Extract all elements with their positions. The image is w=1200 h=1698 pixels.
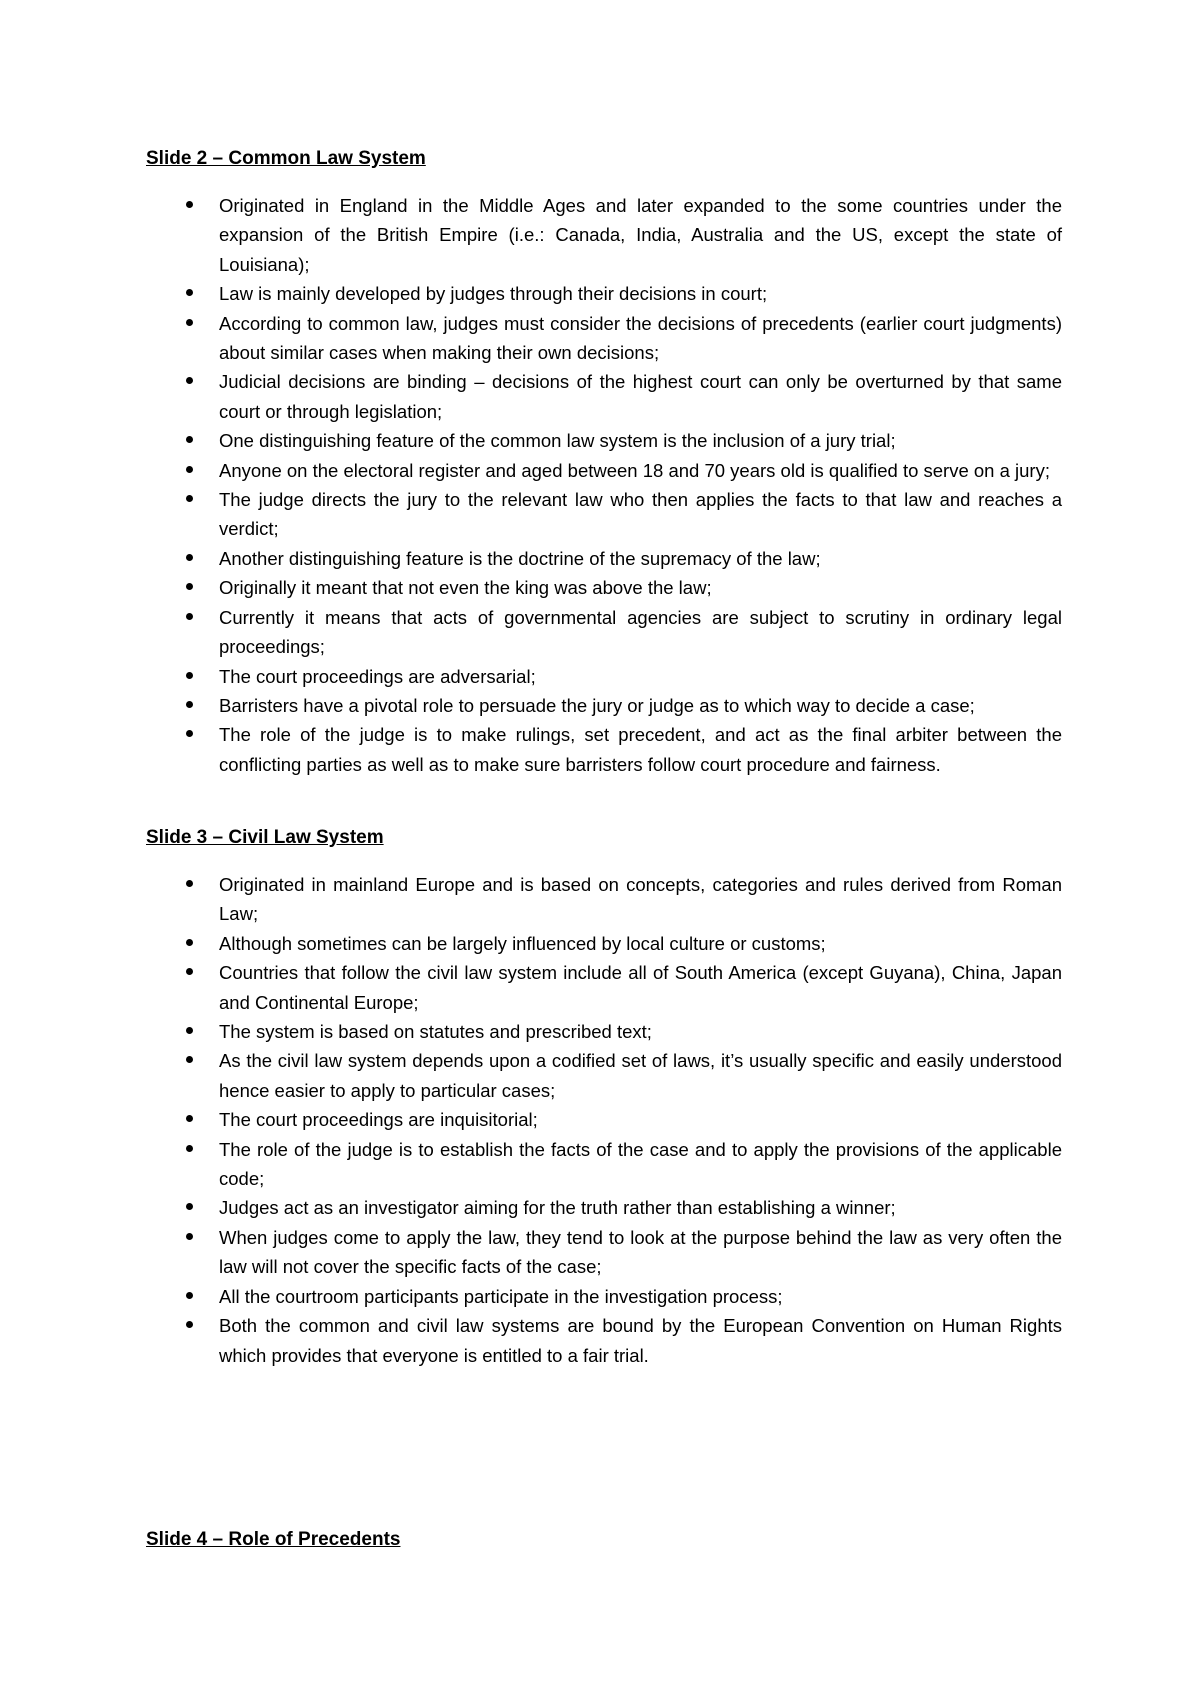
list-item-text: Another distinguishing feature is the doctrine of the supremacy of the law; bbox=[219, 547, 821, 569]
bullet-icon bbox=[186, 1203, 193, 1210]
list-item bbox=[146, 1282, 1062, 1311]
list-item bbox=[146, 544, 1062, 573]
bullet-icon bbox=[186, 939, 193, 946]
list-item-text: Judges act as an investigator aiming for the truth rather than establishing a winner; bbox=[219, 1197, 896, 1219]
list-item bbox=[146, 367, 1062, 426]
section-common-law bbox=[146, 147, 1062, 779]
bullet-icon bbox=[186, 1321, 193, 1328]
bullet-icon bbox=[186, 672, 193, 679]
bullet-icon bbox=[186, 880, 193, 887]
bullet-icon bbox=[186, 968, 193, 975]
bullet-icon bbox=[186, 466, 193, 473]
list-item bbox=[146, 1193, 1062, 1222]
bullet-icon bbox=[186, 377, 193, 384]
bullet-list bbox=[146, 191, 1062, 779]
list-item-text: Although sometimes can be largely influenced by local culture or customs; bbox=[219, 932, 826, 954]
bullet-icon bbox=[186, 289, 193, 296]
list-item-text: The role of the judge is to make rulings, set precedent, and act as the final arbiter between the conflicting parties as well as to make sure barristers follow court procedure and fairness. bbox=[219, 724, 1062, 775]
bullet-icon bbox=[186, 201, 193, 208]
list-item-text: Originally it meant that not even the king was above the law; bbox=[219, 577, 712, 599]
bullet-icon bbox=[186, 1115, 193, 1122]
list-item-text: All the courtroom participants participate in the investigation process; bbox=[219, 1285, 783, 1307]
list-item bbox=[146, 456, 1062, 485]
bullet-icon bbox=[186, 730, 193, 737]
bullet-icon bbox=[186, 495, 193, 502]
section-civil-law bbox=[146, 826, 1062, 1370]
list-item-text: According to common law, judges must consider the decisions of precedents (earlier court judgments) about similar cases when making their own decisions; bbox=[219, 312, 1062, 364]
bullet-icon bbox=[186, 583, 193, 590]
list-item bbox=[146, 958, 1062, 1017]
list-item-text: Currently it means that acts of governmental agencies are subject to scrutiny in ordinary legal proceedings; bbox=[219, 606, 1062, 658]
list-item bbox=[146, 929, 1062, 958]
list-item-text: The system is based on statutes and prescribed text; bbox=[219, 1021, 652, 1043]
list-item bbox=[146, 279, 1062, 308]
bullet-icon bbox=[186, 436, 193, 443]
list-item-text: As the civil law system depends upon a codified set of laws, it’s usually specific and easily understood hence easier to apply to particular cases; bbox=[219, 1050, 1062, 1101]
list-item bbox=[146, 573, 1062, 602]
list-item-text: One distinguishing feature of the common law system is the inclusion of a jury trial; bbox=[219, 430, 896, 452]
bullet-icon bbox=[186, 1145, 193, 1152]
list-item bbox=[146, 1017, 1062, 1046]
list-item bbox=[146, 1135, 1062, 1194]
list-item-text: The court proceedings are inquisitorial; bbox=[219, 1109, 538, 1131]
section-heading: Slide 4 – Role of Precedents bbox=[146, 1529, 401, 1550]
bullet-icon bbox=[186, 1056, 193, 1063]
bullet-icon bbox=[186, 613, 193, 620]
list-item bbox=[146, 691, 1062, 720]
list-item bbox=[146, 1311, 1062, 1370]
list-item-text: Barristers have a pivotal role to persuade the jury or judge as to which way to decide a case; bbox=[219, 694, 975, 716]
list-item bbox=[146, 603, 1062, 662]
bullet-list bbox=[146, 870, 1062, 1370]
bullet-icon bbox=[186, 1027, 193, 1034]
list-item-text: Judicial decisions are binding – decisions of the highest court can only be overturned by that same court or through legislation; bbox=[219, 371, 1062, 422]
list-item bbox=[146, 485, 1062, 544]
list-item-text: The court proceedings are adversarial; bbox=[219, 665, 536, 687]
list-item bbox=[146, 426, 1062, 455]
list-item bbox=[146, 1223, 1062, 1282]
list-item-text: Law is mainly developed by judges through their decisions in court; bbox=[219, 283, 768, 305]
bullet-icon bbox=[186, 1292, 193, 1299]
list-item bbox=[146, 191, 1062, 279]
bullet-icon bbox=[186, 319, 193, 326]
list-item-text: Anyone on the electoral register and aged between 18 and 70 years old is qualified to serve on a jury; bbox=[219, 459, 1050, 481]
list-item bbox=[146, 1046, 1062, 1105]
list-item bbox=[146, 720, 1062, 779]
list-item bbox=[146, 309, 1062, 368]
section-heading: Slide 2 – Common Law System bbox=[146, 148, 426, 169]
list-item-text: Both the common and civil law systems are bound by the European Convention on Human Rights which provides that everyone is entitled to a fair trial. bbox=[219, 1315, 1062, 1366]
section-heading: Slide 3 – Civil Law System bbox=[146, 827, 384, 848]
list-item-text: The role of the judge is to establish the facts of the case and to apply the provisions of the applicable code; bbox=[219, 1138, 1062, 1190]
list-item bbox=[146, 870, 1062, 929]
bullet-icon bbox=[186, 1233, 193, 1240]
list-item-text: Originated in England in the Middle Ages and later expanded to the some countries under the expansion of the British Empire (i.e.: Canada, India, Australia and the US, except the state of Louisiana); bbox=[219, 195, 1062, 275]
section-role-of-precedents bbox=[146, 1528, 1062, 1552]
list-item-text: Originated in mainland Europe and is based on concepts, categories and rules derived from Roman Law; bbox=[219, 874, 1062, 925]
list-item-text: When judges come to apply the law, they tend to look at the purpose behind the law as very often the law will not cover the specific facts of the case; bbox=[219, 1226, 1062, 1278]
list-item-text: Countries that follow the civil law system include all of South America (except Guyana), China, Japan and Continental Europe; bbox=[219, 962, 1062, 1013]
list-item bbox=[146, 1105, 1062, 1134]
list-item-text: The judge directs the jury to the relevant law who then applies the facts to that law and reaches a verdict; bbox=[219, 489, 1062, 540]
list-item bbox=[146, 662, 1062, 691]
bullet-icon bbox=[186, 701, 193, 708]
bullet-icon bbox=[186, 554, 193, 561]
